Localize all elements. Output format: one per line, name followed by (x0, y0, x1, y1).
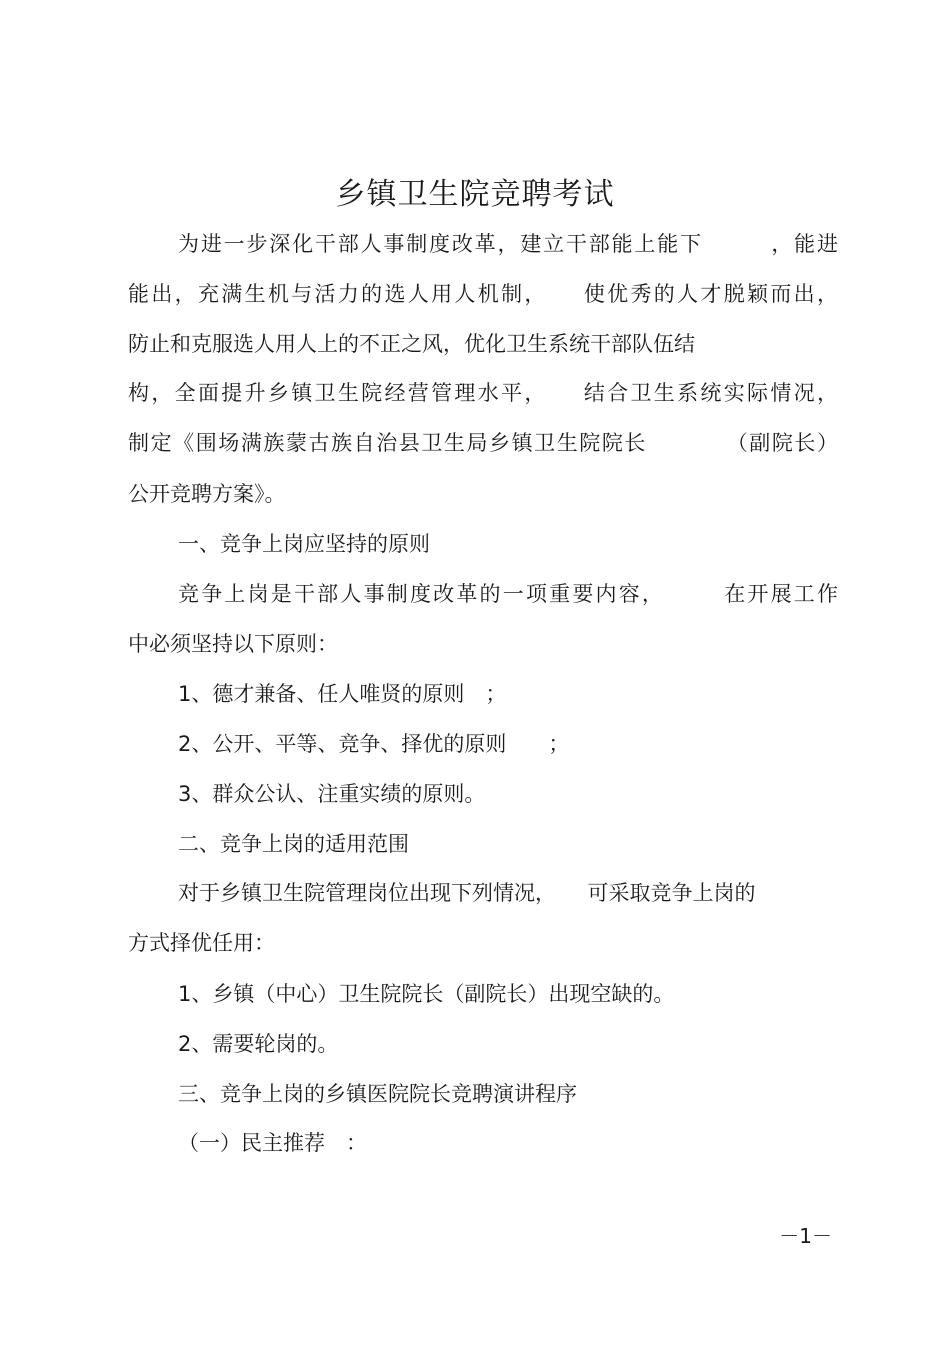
body-line: 制定《围场满族蒙古族自治县卫生局乡镇卫生院院长 （副院长） (128, 431, 838, 455)
body-line: 中必须坚持以下原则： (128, 632, 338, 656)
list-item: 2、公开、平等、竞争、择优的原则 ； (178, 732, 570, 756)
section-heading: 一、竞争上岗应坚持的原则 (178, 532, 430, 556)
body-line: 公开竞聘方案》。 (128, 482, 286, 506)
section-heading: 三、竞争上岗的乡镇医院院长竞聘演讲程序 (178, 1082, 577, 1106)
body-line: 能出，充满生机与活力的选人用人机制， 使优秀的人才脱颖而出， (128, 282, 838, 306)
document-title: 乡镇卫生院竞聘考试 (335, 177, 615, 212)
body-line: 方式择优任用： (128, 931, 275, 955)
list-item: 1、德才兼备、任人唯贤的原则 ； (178, 682, 507, 706)
list-item: 2、需要轮岗的。 (178, 1032, 339, 1056)
body-line: 竞争上岗是干部人事制度改革的一项重要内容， 在开展工作 (178, 582, 838, 606)
body-line: 防止和克服选人用人上的不正之风，优化卫生系统干部队伍结 (128, 332, 695, 356)
list-item: 3、群众公认、注重实绩的原则。 (178, 782, 486, 806)
body-line: 构，全面提升乡镇卫生院经营管理水平， 结合卫生系统实际情况， (128, 381, 838, 405)
body-line: 为进一步深化干部人事制度改革，建立干部能上能下 ，能进 (178, 232, 838, 256)
subsection-heading: （一）民主推荐 ： (178, 1131, 367, 1155)
list-item: 1、乡镇（中心）卫生院院长（副院长）出现空缺的。 (178, 982, 675, 1006)
page-number: －1－ (779, 1224, 832, 1248)
body-line: 对于乡镇卫生院管理岗位出现下列情况， 可采取竞争上岗的 (178, 881, 756, 905)
section-heading: 二、竞争上岗的适用范围 (178, 832, 409, 856)
